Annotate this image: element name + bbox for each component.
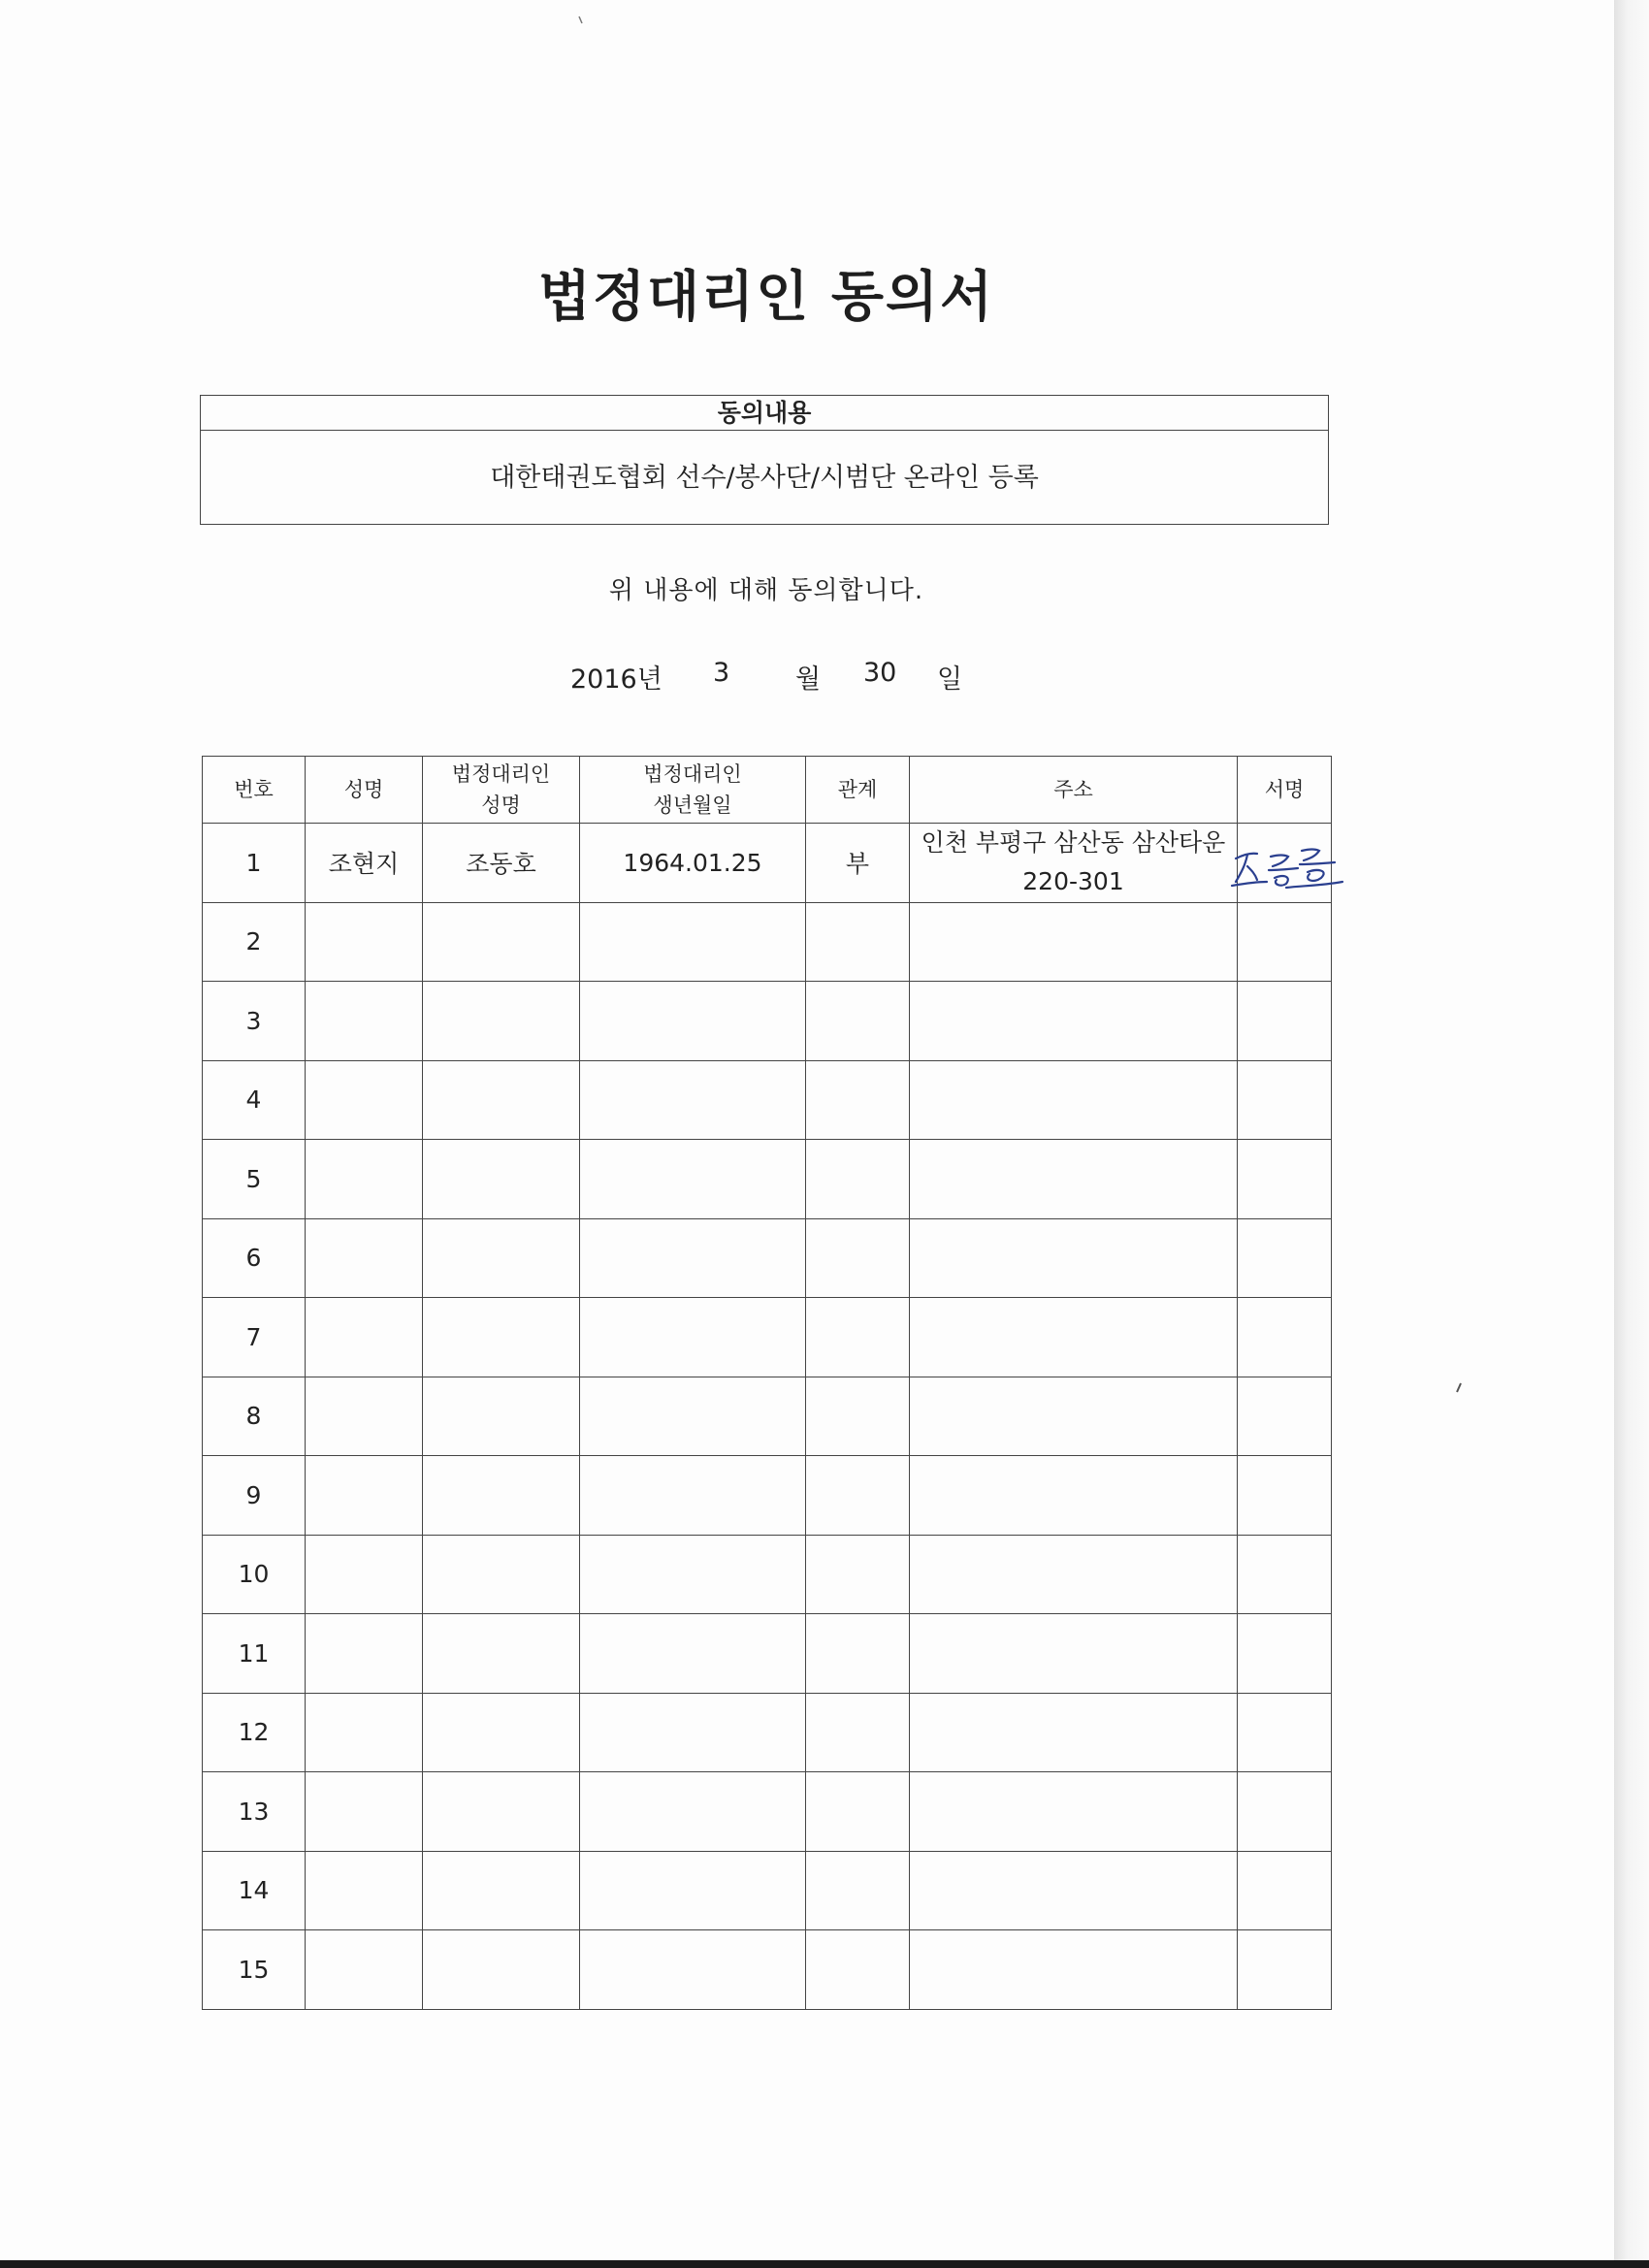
table-row <box>203 1930 1332 2010</box>
cell-relation <box>806 1614 910 1694</box>
cell-address <box>910 1614 1238 1694</box>
cell-address <box>910 1218 1238 1298</box>
cell-relation <box>806 1140 910 1219</box>
cell-name <box>306 982 423 1061</box>
cell-relation <box>806 902 910 982</box>
cell-guardian-birth <box>580 982 806 1061</box>
cell-no: 1 <box>203 824 306 903</box>
cell-no: 9 <box>203 1456 306 1536</box>
cell-guardian-birth <box>580 1060 806 1140</box>
col-header-guardian-name-line2: 성명 <box>481 794 521 817</box>
guardian-table <box>202 756 1332 2010</box>
cell-no: 12 <box>203 1693 306 1772</box>
cell-guardian-name <box>423 1614 580 1694</box>
cell-relation <box>806 1851 910 1930</box>
cell-no: 10 <box>203 1535 306 1614</box>
cell-address <box>910 1456 1238 1536</box>
cell-no: 3 <box>203 982 306 1061</box>
cell-name <box>306 1614 423 1694</box>
cell-signature <box>1238 1140 1332 1219</box>
cell-signature <box>1238 1693 1332 1772</box>
signature-stroke <box>1302 850 1319 861</box>
cell-name <box>306 1851 423 1930</box>
cell-address <box>910 1140 1238 1219</box>
table-row <box>203 1693 1332 1772</box>
cell-address <box>910 1772 1238 1852</box>
cell-address <box>910 1693 1238 1772</box>
cell-address <box>910 1377 1238 1456</box>
cell-address: 인천 부평구 삼산동 삼산타운 220-301 <box>910 824 1238 903</box>
cell-guardian-birth <box>580 1140 806 1219</box>
cell-guardian-name <box>423 1693 580 1772</box>
cell-relation: 부 <box>806 824 910 903</box>
cell-name <box>306 902 423 982</box>
cell-signature <box>1238 824 1332 903</box>
cell-no: 13 <box>203 1772 306 1852</box>
cell-relation <box>806 982 910 1061</box>
table-row <box>203 1298 1332 1377</box>
col-header-guardian-birth-line2: 생년월일 <box>653 794 732 817</box>
cell-signature <box>1238 1930 1332 2010</box>
cell-guardian-name <box>423 1930 580 2010</box>
cell-guardian-birth: 1964.01.25 <box>580 824 806 903</box>
cell-name <box>306 1218 423 1298</box>
cell-relation <box>806 1930 910 2010</box>
cell-address <box>910 982 1238 1061</box>
cell-guardian-name <box>423 1060 580 1140</box>
cell-no: 2 <box>203 902 306 982</box>
table-row <box>203 824 1332 903</box>
signature-stroke <box>1300 862 1335 864</box>
signature-stroke <box>1271 856 1288 867</box>
cell-no: 8 <box>203 1377 306 1456</box>
table-row <box>203 1535 1332 1614</box>
cell-guardian-name: 조동호 <box>423 824 580 903</box>
cell-relation <box>806 1377 910 1456</box>
cell-signature <box>1238 1218 1332 1298</box>
date-year: 2016년 <box>570 664 663 695</box>
cell-signature <box>1238 902 1332 982</box>
signature-stroke <box>1308 870 1324 881</box>
signature-stroke <box>1232 882 1267 886</box>
agreement-text: 위 내용에 대해 동의합니다. <box>608 576 924 605</box>
table-header-row <box>203 757 1332 824</box>
cell-signature <box>1238 1377 1332 1456</box>
cell-guardian-name <box>423 902 580 982</box>
cell-signature <box>1238 1535 1332 1614</box>
cell-guardian-birth <box>580 1377 806 1456</box>
cell-relation <box>806 1456 910 1536</box>
cell-guardian-birth <box>580 1218 806 1298</box>
cell-guardian-birth <box>580 902 806 982</box>
cell-no: 15 <box>203 1930 306 2010</box>
cell-address <box>910 902 1238 982</box>
col-header-address: 주소 <box>910 757 1238 824</box>
cell-name <box>306 1693 423 1772</box>
table-row <box>203 1614 1332 1694</box>
cell-address <box>910 1535 1238 1614</box>
cell-no: 5 <box>203 1140 306 1219</box>
date-day-label: 일 <box>937 664 963 695</box>
cell-signature <box>1238 1772 1332 1852</box>
cell-relation <box>806 1060 910 1140</box>
table-row <box>203 1218 1332 1298</box>
cell-guardian-name <box>423 1298 580 1377</box>
col-header-no: 번호 <box>203 757 306 824</box>
signature-stroke <box>1286 882 1342 888</box>
cell-guardian-name <box>423 1377 580 1456</box>
table-row <box>203 1851 1332 1930</box>
cell-signature <box>1238 1456 1332 1536</box>
col-header-guardian-name-line1: 법정대리인 <box>451 762 551 786</box>
cell-guardian-name <box>423 1456 580 1536</box>
col-header-signature: 서명 <box>1238 757 1332 824</box>
cell-name <box>306 1060 423 1140</box>
cell-no: 7 <box>203 1298 306 1377</box>
cell-guardian-birth <box>580 1456 806 1536</box>
col-header-name: 성명 <box>306 757 423 824</box>
cell-guardian-name <box>423 1140 580 1219</box>
cell-name: 조현지 <box>306 824 423 903</box>
cell-no: 4 <box>203 1060 306 1140</box>
cell-relation <box>806 1535 910 1614</box>
scan-edge-bottom <box>0 2260 1649 2268</box>
table-row <box>203 1060 1332 1140</box>
scan-edge-right <box>1614 0 1649 2268</box>
table-row <box>203 1377 1332 1456</box>
cell-guardian-name <box>423 1535 580 1614</box>
cell-signature <box>1238 1060 1332 1140</box>
date-month: 3 <box>713 658 730 688</box>
col-header-guardian-birth <box>580 757 806 824</box>
cell-relation <box>806 1218 910 1298</box>
consent-content: 대한태권도협회 선수/봉사단/시범단 온라인 등록 <box>490 463 1039 493</box>
cell-guardian-name <box>423 1772 580 1852</box>
handwritten-signature <box>1228 837 1354 895</box>
table-body <box>203 824 1332 2010</box>
cell-address <box>910 1851 1238 1930</box>
document-title: 법정대리인 동의서 <box>537 266 995 329</box>
cell-guardian-birth <box>580 1535 806 1614</box>
scan-speck <box>578 16 584 25</box>
cell-guardian-birth <box>580 1693 806 1772</box>
cell-guardian-birth <box>580 1772 806 1852</box>
cell-guardian-birth <box>580 1930 806 2010</box>
cell-name <box>306 1298 423 1377</box>
signature-stroke <box>1269 868 1298 870</box>
cell-name <box>306 1930 423 2010</box>
cell-relation <box>806 1772 910 1852</box>
cell-name <box>306 1772 423 1852</box>
cell-relation <box>806 1693 910 1772</box>
date-month-label: 월 <box>795 664 822 695</box>
cell-signature <box>1238 982 1332 1061</box>
table-row <box>203 1456 1332 1536</box>
cell-address <box>910 1298 1238 1377</box>
cell-signature <box>1238 1614 1332 1694</box>
cell-guardian-birth <box>580 1851 806 1930</box>
cell-signature <box>1238 1298 1332 1377</box>
cell-name <box>306 1456 423 1536</box>
consent-header: 동의내용 <box>201 396 1328 431</box>
cell-guardian-birth <box>580 1614 806 1694</box>
cell-guardian-name <box>423 1218 580 1298</box>
cell-name <box>306 1535 423 1614</box>
table-row <box>203 1772 1332 1852</box>
cell-address <box>910 1930 1238 2010</box>
table-row <box>203 982 1332 1061</box>
col-header-relation: 관계 <box>806 757 910 824</box>
cell-name <box>306 1377 423 1456</box>
col-header-guardian-birth-line1: 법정대리인 <box>643 762 742 786</box>
table-row <box>203 902 1332 982</box>
date-day: 30 <box>863 658 897 688</box>
cell-name <box>306 1140 423 1219</box>
table-row <box>203 1140 1332 1219</box>
consent-box <box>200 395 1329 525</box>
cell-no: 6 <box>203 1218 306 1298</box>
cell-relation <box>806 1298 910 1377</box>
cell-guardian-birth <box>580 1298 806 1377</box>
cell-signature <box>1238 1851 1332 1930</box>
cell-address <box>910 1060 1238 1140</box>
signature-stroke <box>1247 866 1257 880</box>
cell-guardian-name <box>423 1851 580 1930</box>
scan-speck <box>1455 1382 1463 1394</box>
col-header-guardian-name <box>423 757 580 824</box>
cell-guardian-name <box>423 982 580 1061</box>
cell-no: 14 <box>203 1851 306 1930</box>
signature-stroke <box>1275 876 1288 886</box>
cell-no: 11 <box>203 1614 306 1694</box>
